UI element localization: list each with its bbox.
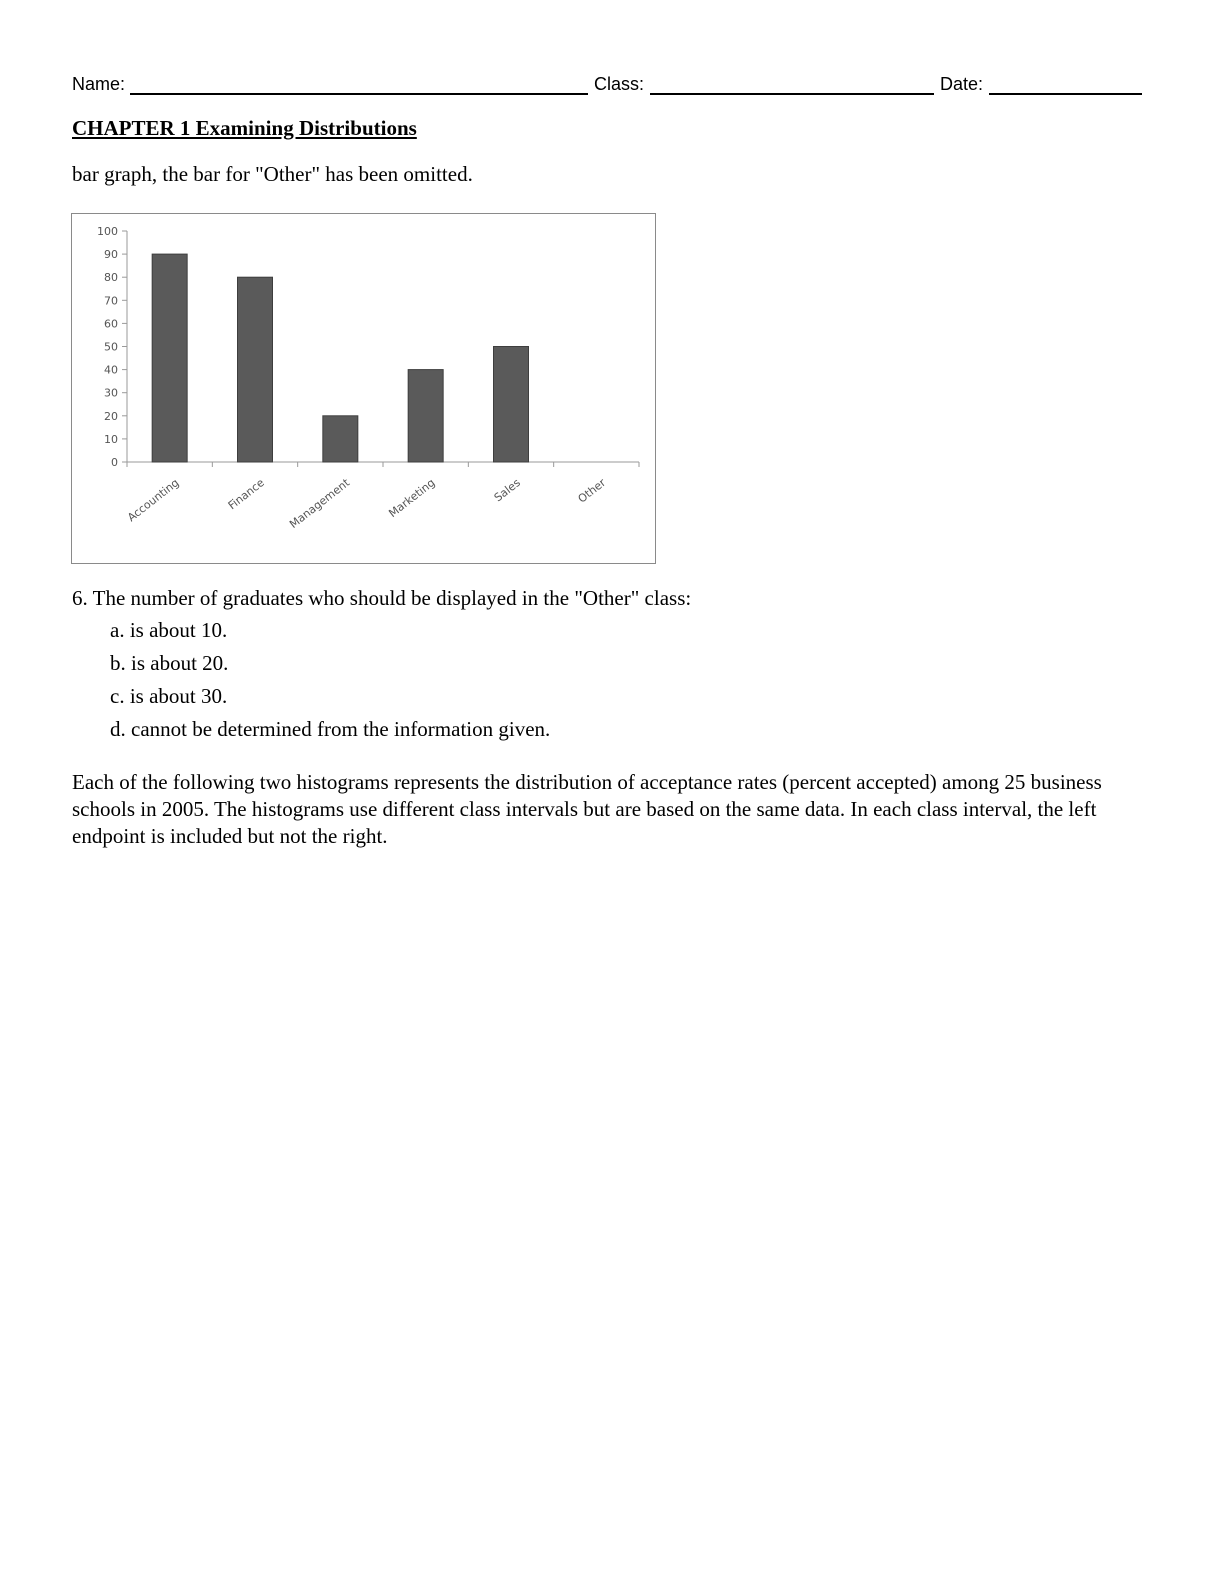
- y-tick-label: 80: [104, 271, 118, 285]
- y-tick-label: 30: [104, 386, 118, 400]
- question-6: [72, 584, 1152, 746]
- date-label: Date:: [940, 74, 984, 94]
- y-tick-label: 20: [104, 409, 118, 423]
- y-tick-label: 10: [104, 432, 118, 446]
- x-category-label: Sales: [491, 476, 523, 505]
- y-tick-label: 40: [104, 363, 118, 377]
- bar-sales: [494, 347, 529, 463]
- choice-b[interactable]: b. is about 20.: [110, 651, 229, 675]
- name-field-line[interactable]: [130, 93, 588, 95]
- choice-c[interactable]: c. is about 30.: [110, 684, 228, 708]
- histogram-intro-paragraph: Each of the following two histograms represents the distribution of acceptance rates (percent accepted) among 25 business schools in 2005. The histograms use different class intervals but are based on the same data. In each class interval, the left endpoint is included but not the right.: [72, 770, 1102, 848]
- chapter-title: CHAPTER 1 Examining Distributions: [72, 116, 417, 140]
- class-label: Class:: [594, 74, 645, 94]
- y-tick-label: 70: [104, 294, 118, 308]
- student-info-header: [72, 72, 1142, 96]
- bar-marketing: [408, 370, 443, 462]
- intro-text: bar graph, the bar for "Other" has been omitted.: [72, 162, 473, 186]
- bar-chart-frame: [71, 213, 656, 564]
- x-category-label: Finance: [225, 476, 267, 513]
- choice-d[interactable]: d. cannot be determined from the information given.: [110, 717, 551, 741]
- x-category-label: Accounting: [125, 476, 182, 525]
- y-tick-label: 60: [104, 317, 118, 331]
- choice-a[interactable]: a. is about 10.: [110, 618, 228, 642]
- y-tick-label: 0: [111, 456, 118, 469]
- class-field-line[interactable]: [650, 93, 934, 95]
- date-field-line[interactable]: [989, 93, 1142, 95]
- x-category-label: Management: [287, 476, 353, 531]
- bar-chart: [72, 214, 655, 563]
- bar-accounting: [152, 254, 187, 462]
- y-tick-label: 50: [104, 340, 118, 354]
- question-stem: 6. The number of graduates who should be displayed in the "Other" class:: [72, 586, 692, 610]
- x-category-label: Marketing: [386, 476, 438, 521]
- x-category-label: Other: [575, 476, 609, 506]
- y-tick-label: 100: [97, 225, 118, 238]
- name-label: Name:: [72, 74, 126, 94]
- y-tick-label: 90: [104, 248, 118, 262]
- bar-management: [323, 416, 358, 462]
- bar-finance: [238, 277, 273, 462]
